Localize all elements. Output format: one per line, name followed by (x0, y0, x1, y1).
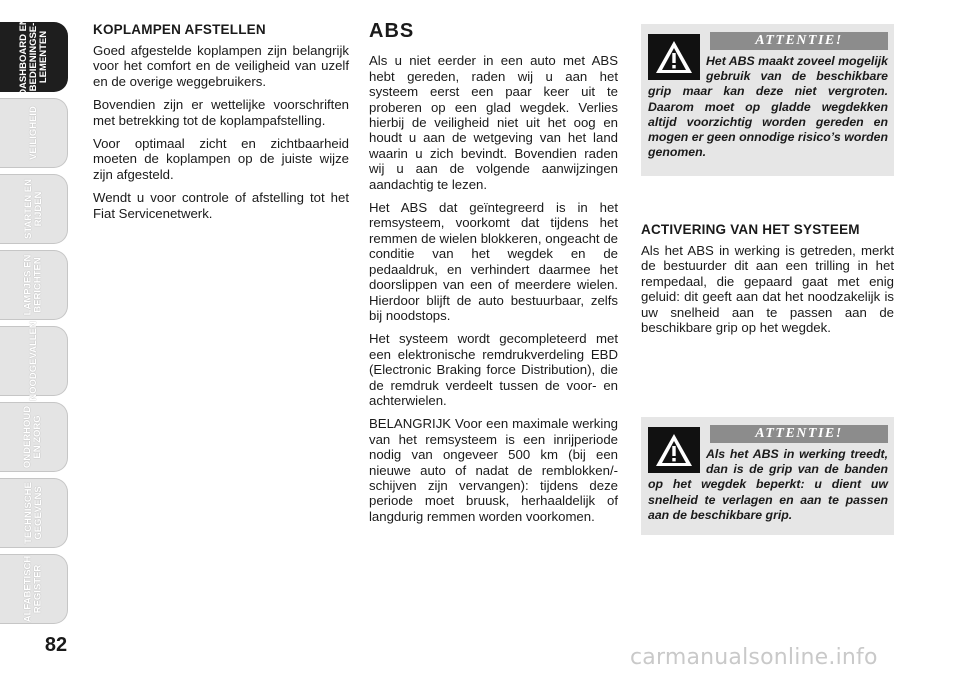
tab-label: LAMPJES EN BERICHTEN (22, 254, 44, 316)
paragraph: Het systeem wordt gecompleteerd met een elektronische remdrukverdeling EBD (Electronic Braking force Distribution), die de remdruk verdeelt tussen de voor- en achterwielen. (369, 331, 618, 408)
tab-technische-gegevens[interactable] (0, 478, 68, 548)
warning-box (641, 24, 894, 176)
paragraph: Wendt u voor controle of afstelling tot het Fiat Servicenetwerk. (93, 190, 349, 221)
paragraph: Als het ABS in werking is getreden, merkt de bestuurder dit aan een trilling in het rempedaal, die gepaard gaat met enig geluid: dit geeft aan dat het noodzakelijk is uw snelheid aan te passen aan de beschikbare grip op het wegdek. (641, 243, 894, 336)
tab-lampjes-en-berichten[interactable] (0, 250, 68, 320)
paragraph: Goed afgestelde koplampen zijn belangrijk voor het comfort en de veiligheid van uzelf en de overige weggebruikers. (93, 43, 349, 89)
paragraph: Als u niet eerder in een auto met ABS hebt gereden, raden wij u aan het systeem eerst een paar keer uit te proberen op een glad wegdek. Verlies hierbij de veiligheid niet uit het oog en houdt u aan de wetgeving van het land waarin u zich bevindt. Bovendien raden wij u aan de volgende aanwijzingen aandachtig te lezen. (369, 53, 618, 192)
tab-label: DASHBOARD EN BEDIENINGSE- LEMENTEN (17, 18, 49, 96)
warning-text: Het ABS maakt zoveel mogelijk gebruik van de beschikbare grip maar kan deze niet vergroten. Daarom moet op gladde wegdekken altijd voorzichtig worden gereden en mogen er geen onnodige risico’s worden genomen. (648, 54, 889, 160)
section-heading: ACTIVERING VAN HET SYSTEEM (641, 222, 860, 237)
warning-box (641, 417, 894, 535)
tab-label: ONDERHOUD EN ZORG (22, 405, 44, 469)
paragraph: BELANGRIJK Voor een maximale werking van het remsysteem is een inrijperiode nodig van ongeveer 500 km (bij een nieuwe auto of nadat de remblokken/-schijven zijn vervangen): tijdens deze periode moet bruusk, herhaaldelijk of langdurig remmen worden voorkomen. (369, 416, 618, 524)
paragraph: Bovendien zijn er wettelijke voorschriften met betrekking tot de koplampafstelling. (93, 97, 349, 128)
tab-label: NOODGEVALLEN (27, 321, 39, 401)
page-number: 82 (44, 634, 68, 656)
tab-alfabetisch-register[interactable] (0, 554, 68, 624)
section-heading: KOPLAMPEN AFSTELLEN (93, 22, 266, 37)
left-column (93, 22, 349, 229)
tab-dashboard[interactable] (0, 18, 68, 96)
tab-label: STARTEN EN RIJDEN (22, 179, 44, 239)
warning-text: Als het ABS in werking treedt, dan is de grip van de banden op het wegdek beperkt: u dient uw snelheid te verlagen en aan te passen aan de beschikbare grip. (648, 447, 888, 522)
tab-label: TECHNISCHE GEGEVENS (22, 482, 44, 544)
tab-noodgevallen[interactable] (0, 321, 68, 401)
tab-starten-en-rijden[interactable] (0, 174, 68, 244)
warning-triangle-icon (648, 34, 700, 80)
paragraph: Voor optimaal zicht en zichtbaarheid moeten de koplampen op de juiste wijze zijn afgesteld. (93, 136, 349, 182)
paragraph: Het ABS dat geïntegreerd is in het remsysteem, voorkomt dat tijdens het remmen de wielen blokkeren, ongeacht de conditie van het wegdek en de pedaaldruk, en verhindert daarmee het doorslippen van een of meerdere wielen. Hierdoor blijft de auto bestuurbaar, zelfs bij noodstops. (369, 200, 618, 323)
watermark: carmanualsonline.info (630, 645, 878, 670)
chapter-heading: ABS (369, 20, 415, 42)
tab-veiligheid[interactable] (0, 98, 68, 168)
warning-title: ATTENTIE! (710, 425, 888, 443)
warning-triangle-icon (648, 427, 700, 473)
middle-column (369, 22, 618, 532)
tab-label: ALFABETISCH REGISTER (22, 555, 44, 623)
tab-onderhoud-en-zorg[interactable] (0, 402, 68, 472)
warning-title: ATTENTIE! (710, 32, 888, 50)
tab-label: VEILIGHEID (27, 106, 39, 160)
right-column (641, 222, 894, 343)
